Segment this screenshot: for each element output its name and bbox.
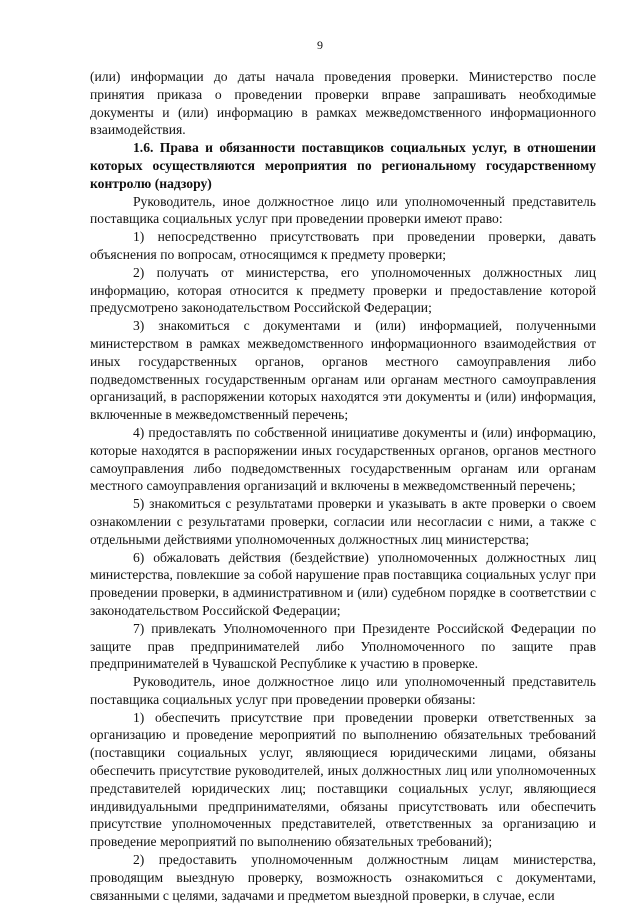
document-body — [90, 68, 596, 904]
list-item-right-1: 1) непосредственно присутствовать при проведении проверки, давать объяснения по вопросам, относящимся к предмету проверки; — [90, 229, 596, 262]
list-item-right-7: 7) привлекать Уполномоченного при Президенте Российской Федерации по защите прав предпринимателей либо Уполномоченного по защите прав предпринимателей в Чувашской Республике к участию в проверке. — [90, 620, 596, 672]
section-heading: 1.6. Права и обязанности поставщиков социальных услуг, в отношении которых осуществляются мероприятия по региональному государственному контролю (надзору) — [90, 140, 596, 191]
page-number: 9 — [317, 38, 323, 52]
list-item-right-2: 2) получать от министерства, его уполномоченных должностных лиц информацию, которая относится к предмету проверки и предоставление которой предусмотрено законодательством Российской Федерации; — [90, 264, 596, 316]
list-item-right-5: 5) знакомиться с результатами проверки и указывать в акте проверки о своем ознакомлении с результатами проверки, согласии или несогласии с ними, а также с отдельными действиями уполномоченных должностных лиц министерства; — [90, 496, 596, 547]
paragraph-continuation: (или) информации до даты начала проведения проверки. Министерство после принятия приказа о проведении проверки вправе запрашивать необходимые документы и (или) информацию в рамках межведомственного информационного взаимодействия. — [90, 69, 596, 138]
list-item-duty-2: 2) предоставить уполномоченным должностным лицам министерства, проводящим выездную проверку, возможность ознакомиться с документами, связанными с целями, задачами и предметом выездной проверки, в случае, если — [90, 852, 596, 903]
list-item-right-4: 4) предоставлять по собственной инициативе документы и (или) информацию, которые находятся в распоряжении иных государственных органов, органов местного самоуправления либо подведомственных государственным органам или органам местного самоуправления организаций и включены в межведомственный перечень; — [90, 424, 596, 494]
list-item-right-6: 6) обжаловать действия (бездействие) уполномоченных должностных лиц министерства, повлекшие за собой нарушение прав поставщика социальных услуг при проведении проверки, в административном и (или) судебном порядке в соответствии с законодательством Российской Федерации; — [90, 549, 596, 618]
list-item-duty-1: 1) обеспечить присутствие при проведении проверки ответственных за организацию и проведение мероприятий по выполнению обязательных требований (поставщики социальных услуг, являющиеся юридическими лицами, обязаны обеспечить присутствие руководителей, иных должностных лиц или уполномоченных представителей юридических лиц; поставщики социальных услуг, являющиеся индивидуальными предпринимателями, обязаны присутствовать или обеспечить присутствие уполномоченных представителей, ответственных за организацию и проведение мероприятий по выполнению обязательных требований); — [90, 709, 596, 850]
paragraph-duties-intro: Руководитель, иное должностное лицо или уполномоченный представитель поставщика социальных услуг при проведении проверки обязаны: — [90, 674, 596, 707]
list-item-right-3: 3) знакомиться с документами и (или) информацией, полученными министерством в рамках межведомственного информационного взаимодействия от иных государственных органов, органов местного самоуправления либо подведомственных государственным органам или органам местного самоуправления организаций, в распоряжении которых находятся эти документы и (или) информация, включенные в межведомственный перечень; — [90, 318, 596, 423]
paragraph-rights-intro: Руководитель, иное должностное лицо или уполномоченный представитель поставщика социальных услуг при проведении проверки имеют право: — [90, 193, 596, 227]
